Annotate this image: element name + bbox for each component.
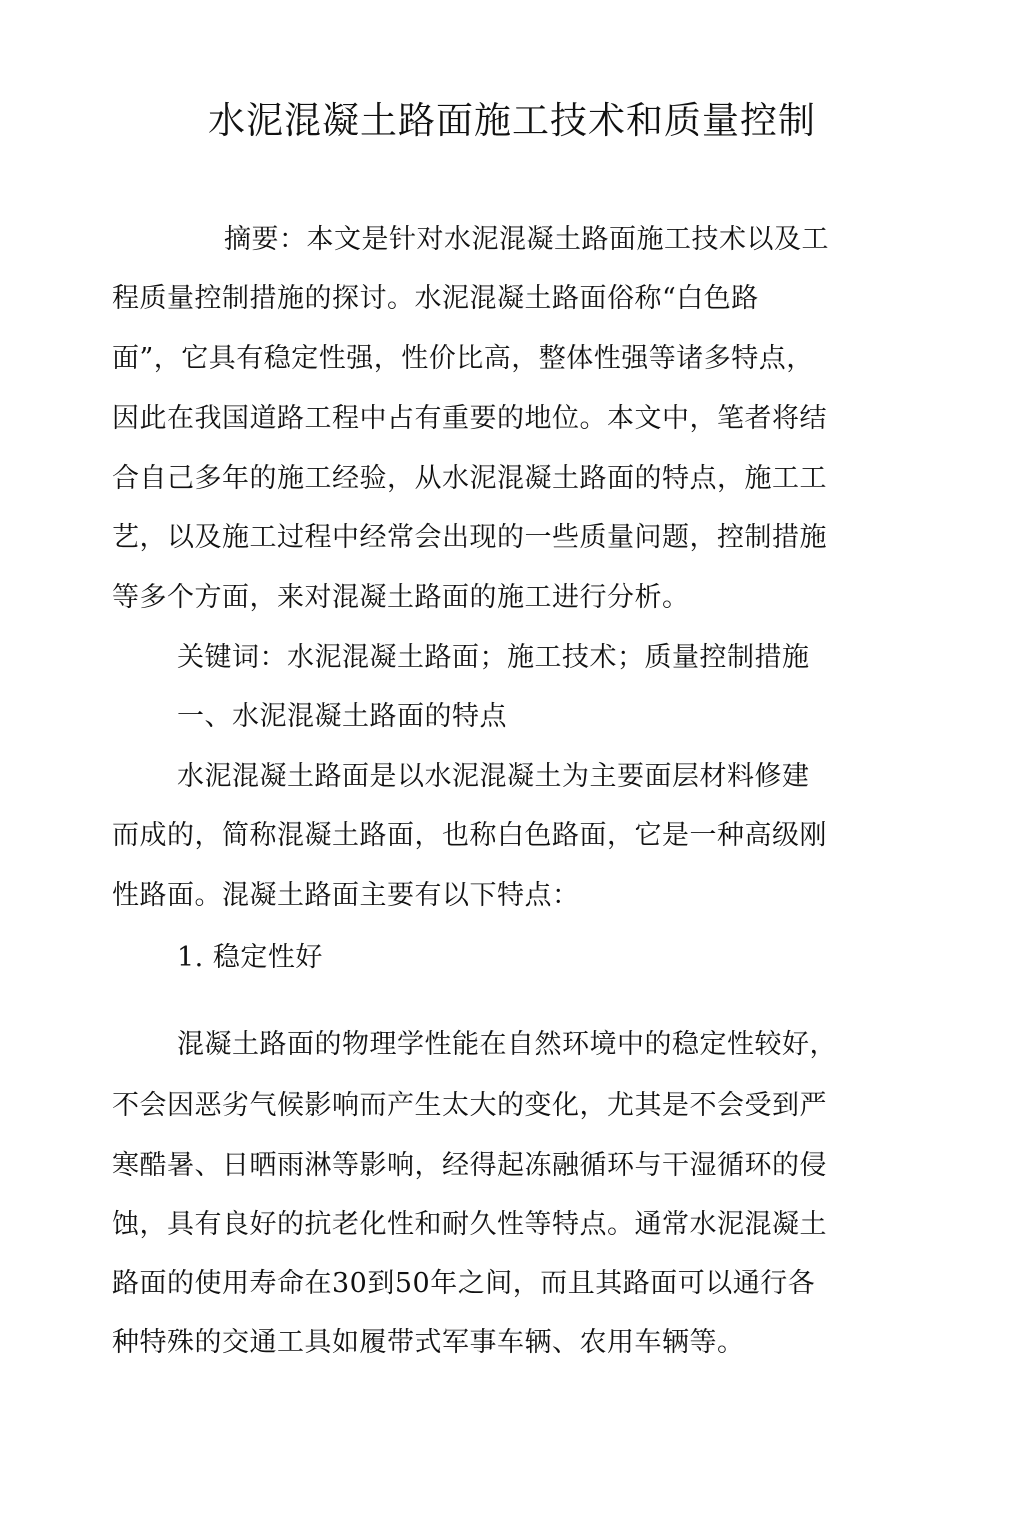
abstract-line: 艺，以及施工过程中经常会出现的一些质量问题，控制措施 (112, 522, 827, 553)
subsection-heading: 1. 稳定性好 (177, 942, 323, 973)
abstract-line: 摘要：本文是针对水泥混凝土路面施工技术以及工 (224, 224, 829, 255)
abstract-line: 面”，它具有稳定性强，性价比高，整体性强等诸多特点， (112, 343, 814, 374)
abstract-line: 等多个方面，来对混凝土路面的施工进行分析。 (112, 582, 690, 613)
abstract-line: 因此在我国道路工程中占有重要的地位。本文中，笔者将结 (112, 403, 827, 434)
paragraph-line: 种特殊的交通工具如履带式军事车辆、农用车辆等。 (112, 1327, 745, 1358)
paragraph-line: 水泥混凝土路面是以水泥混凝土为主要面层材料修建 (177, 761, 810, 792)
paragraph-line: 性路面。混凝土路面主要有以下特点： (112, 880, 580, 911)
abstract-line: 程质量控制措施的探讨。水泥混凝土路面俗称“白色路 (112, 283, 759, 314)
paragraph-line: 不会因恶劣气候影响而产生太大的变化，尤其是不会受到严 (112, 1090, 827, 1121)
keywords-line: 关键词：水泥混凝土路面；施工技术；质量控制措施 (177, 642, 810, 673)
paragraph-line: 路面的使用寿命在30到50年之间，而且其路面可以通行各 (112, 1268, 816, 1299)
paragraph-line: 而成的，简称混凝土路面，也称白色路面，它是一种高级刚 (112, 820, 827, 851)
section-heading: 一、水泥混凝土路面的特点 (177, 701, 507, 732)
abstract-line: 合自己多年的施工经验，从水泥混凝土路面的特点，施工工 (112, 463, 827, 494)
paragraph-line: 寒酷暑、日晒雨淋等影响，经得起冻融循环与干湿循环的侵 (112, 1150, 827, 1181)
paragraph-line: 混凝土路面的物理学性能在自然环境中的稳定性较好， (177, 1029, 837, 1060)
paragraph-line: 蚀，具有良好的抗老化性和耐久性等特点。通常水泥混凝土 (112, 1209, 827, 1240)
page-title: 水泥混凝土路面施工技术和质量控制 (208, 99, 816, 142)
